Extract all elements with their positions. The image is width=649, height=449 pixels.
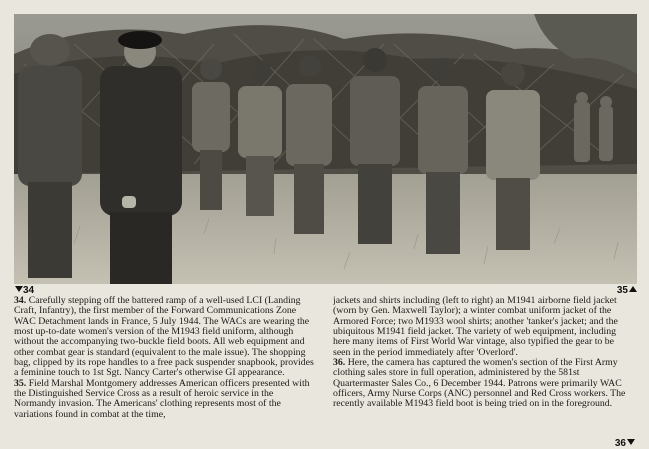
caption-36: [333, 358, 633, 410]
caption-text: Carefully stepping off the battered ramp of a well-used LCI (Landing Craft, Infantry), the first member of the Forward Communications Zone WAC Detachment lands in France, 5 July 1944. The WACs are wearing the most up-to-date women's version of the M1943 field uniform, although without the accompanying two-buckle field boots. All web equipment and other combat gear is standard (equivalent to the male issue). The shopping bag, clipped by its rope handles to a free pack suspender snapbook, provides a feminine touch to 1st Sgt. Nancy Carter's otherwise GI appearance.: [14, 296, 314, 379]
caption-number: 35.: [14, 377, 27, 389]
caption-35-continued: [333, 296, 633, 358]
caption-text: Here, the camera has captured the women's section of the First Army clothing sales store in full operation, administered by the 581st Quartermaster Sales Co., 6 December 1944. Patrons were primarily WAC officers, Army Nurse Corps (ANC) personnel and Red Cross workers. The recently available M1943 field boot is being tried on in the foreground.: [333, 357, 626, 410]
caption-column-left: [14, 296, 314, 446]
figure-number-36: 36: [615, 439, 635, 449]
arrow-up-icon: [629, 286, 637, 292]
caption-35-start: [14, 379, 314, 420]
figure-number-35: 35: [617, 286, 637, 296]
photograph-soldiers-lined-up-icon: [14, 14, 637, 284]
caption-text: jackets and shirts including (left to right) an M1941 airborne field jacket (worn by Gen. Maxwell Taylor); a winter combat uniform jacket of the Armored Force; two M1933 wool shirts; another 'tanker's jacket; and the ubiquitous M1941 field jacket. The variety of web equipment, including here many items of First World War vintage, also typified the gear to be seen in the period immediately after 'Overlord'.: [333, 296, 618, 358]
caption-number: 34.: [14, 296, 27, 306]
caption-number: 36.: [333, 357, 346, 369]
caption-text: Field Marshal Montgomery addresses American officers presented with the Distinguished Service Cross as a result of heroic service in the Normandy invasion. The Americans' clothing represents most of the variations found in combat at the time,: [14, 377, 310, 420]
arrow-down-icon: [15, 286, 23, 292]
caption-column-right: [333, 296, 633, 446]
figure-number-34: 34: [14, 286, 34, 296]
figure-35-photograph: [14, 14, 637, 284]
caption-34: [14, 296, 314, 379]
